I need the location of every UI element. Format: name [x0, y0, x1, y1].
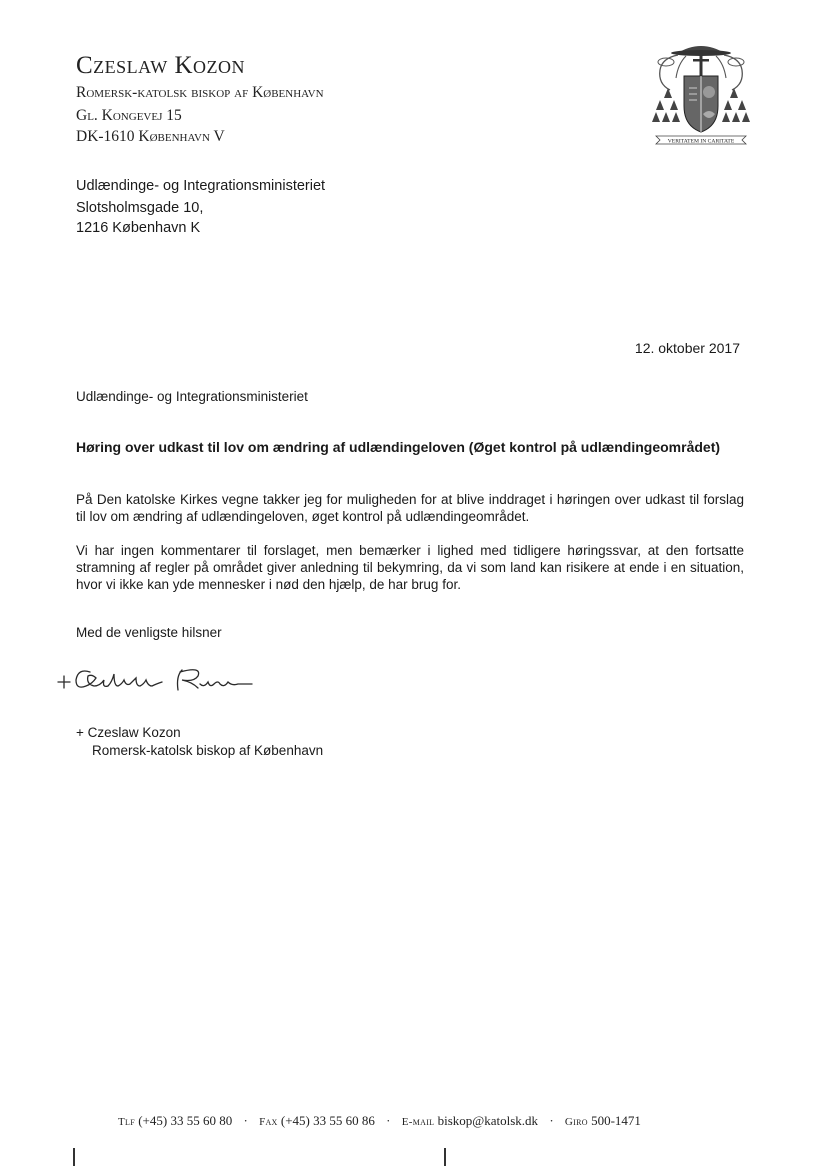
subject-heading: Høring over udkast til lov om ændring af udlændingeloven (Øget kontrol på udlændingeområdet): [76, 439, 721, 455]
footer-tlf: (+45) 33 55 60 80: [138, 1113, 233, 1128]
footer-separator: ·: [243, 1113, 248, 1128]
recipient-line-2: Slotsholmsgade 10,: [76, 200, 204, 216]
handwritten-signature: [52, 660, 262, 700]
letterhead-name: Czeslaw Kozon: [76, 52, 246, 79]
footer-email: biskop@katolsk.dk: [437, 1113, 539, 1128]
closing-greeting: Med de venligste hilsner: [76, 625, 222, 640]
recipient-line-1: Udlændinge- og Integrationsministeriet: [76, 178, 326, 194]
footer-tlf-label: Tlf: [118, 1116, 135, 1128]
signer-title: Romersk-katolsk biskop af København: [92, 743, 324, 758]
footer-giro-label: Giro: [564, 1116, 588, 1128]
letterhead-street: Gl. Kongevej 15: [76, 107, 182, 124]
footer-fax-label: Fax: [259, 1116, 278, 1128]
footer-separator: ·: [549, 1113, 554, 1128]
coat-of-arms-motto: VERITATEM IN CARITATE: [667, 138, 735, 145]
letterhead-footer: [118, 1113, 641, 1129]
footer-fax: (+45) 33 55 60 86: [280, 1113, 375, 1128]
signer-name: + Czeslaw Kozon: [76, 725, 181, 740]
fold-mark: [444, 1148, 446, 1166]
footer-separator: ·: [386, 1113, 391, 1128]
body-paragraph-2: Vi har ingen kommentarer til forslaget, men bemærker i lighed med tidligere høringssvar, at den fortsatte stramning af regler på området giver anledning til bekymring, da vi som land kan risikere at ende i en situation, hvor vi ikke kan yde mennesker i nød den hjælp, de har brug for.: [76, 543, 744, 592]
letterhead-title: Romersk-katolsk biskop af København: [76, 84, 324, 101]
body-paragraph-1: På Den katolske Kirkes vegne takker jeg for muligheden for at blive inddraget i høringen over udkast til forslag til lov om ændring af udlændingeloven, øget kontrol på udlændingeområdet.: [76, 492, 744, 524]
letterhead-city: DK-1610 København V: [76, 128, 225, 145]
recipient-line-3: 1216 København K: [76, 220, 201, 236]
footer-giro: 500-1471: [591, 1113, 641, 1128]
footer-email-label: E-mail: [401, 1116, 435, 1128]
salutation: Udlændinge- og Integrationsministeriet: [76, 389, 308, 404]
letter-date: 12. oktober 2017: [634, 340, 740, 356]
fold-mark: [73, 1148, 75, 1166]
coat-of-arms-emblem: [648, 40, 754, 150]
